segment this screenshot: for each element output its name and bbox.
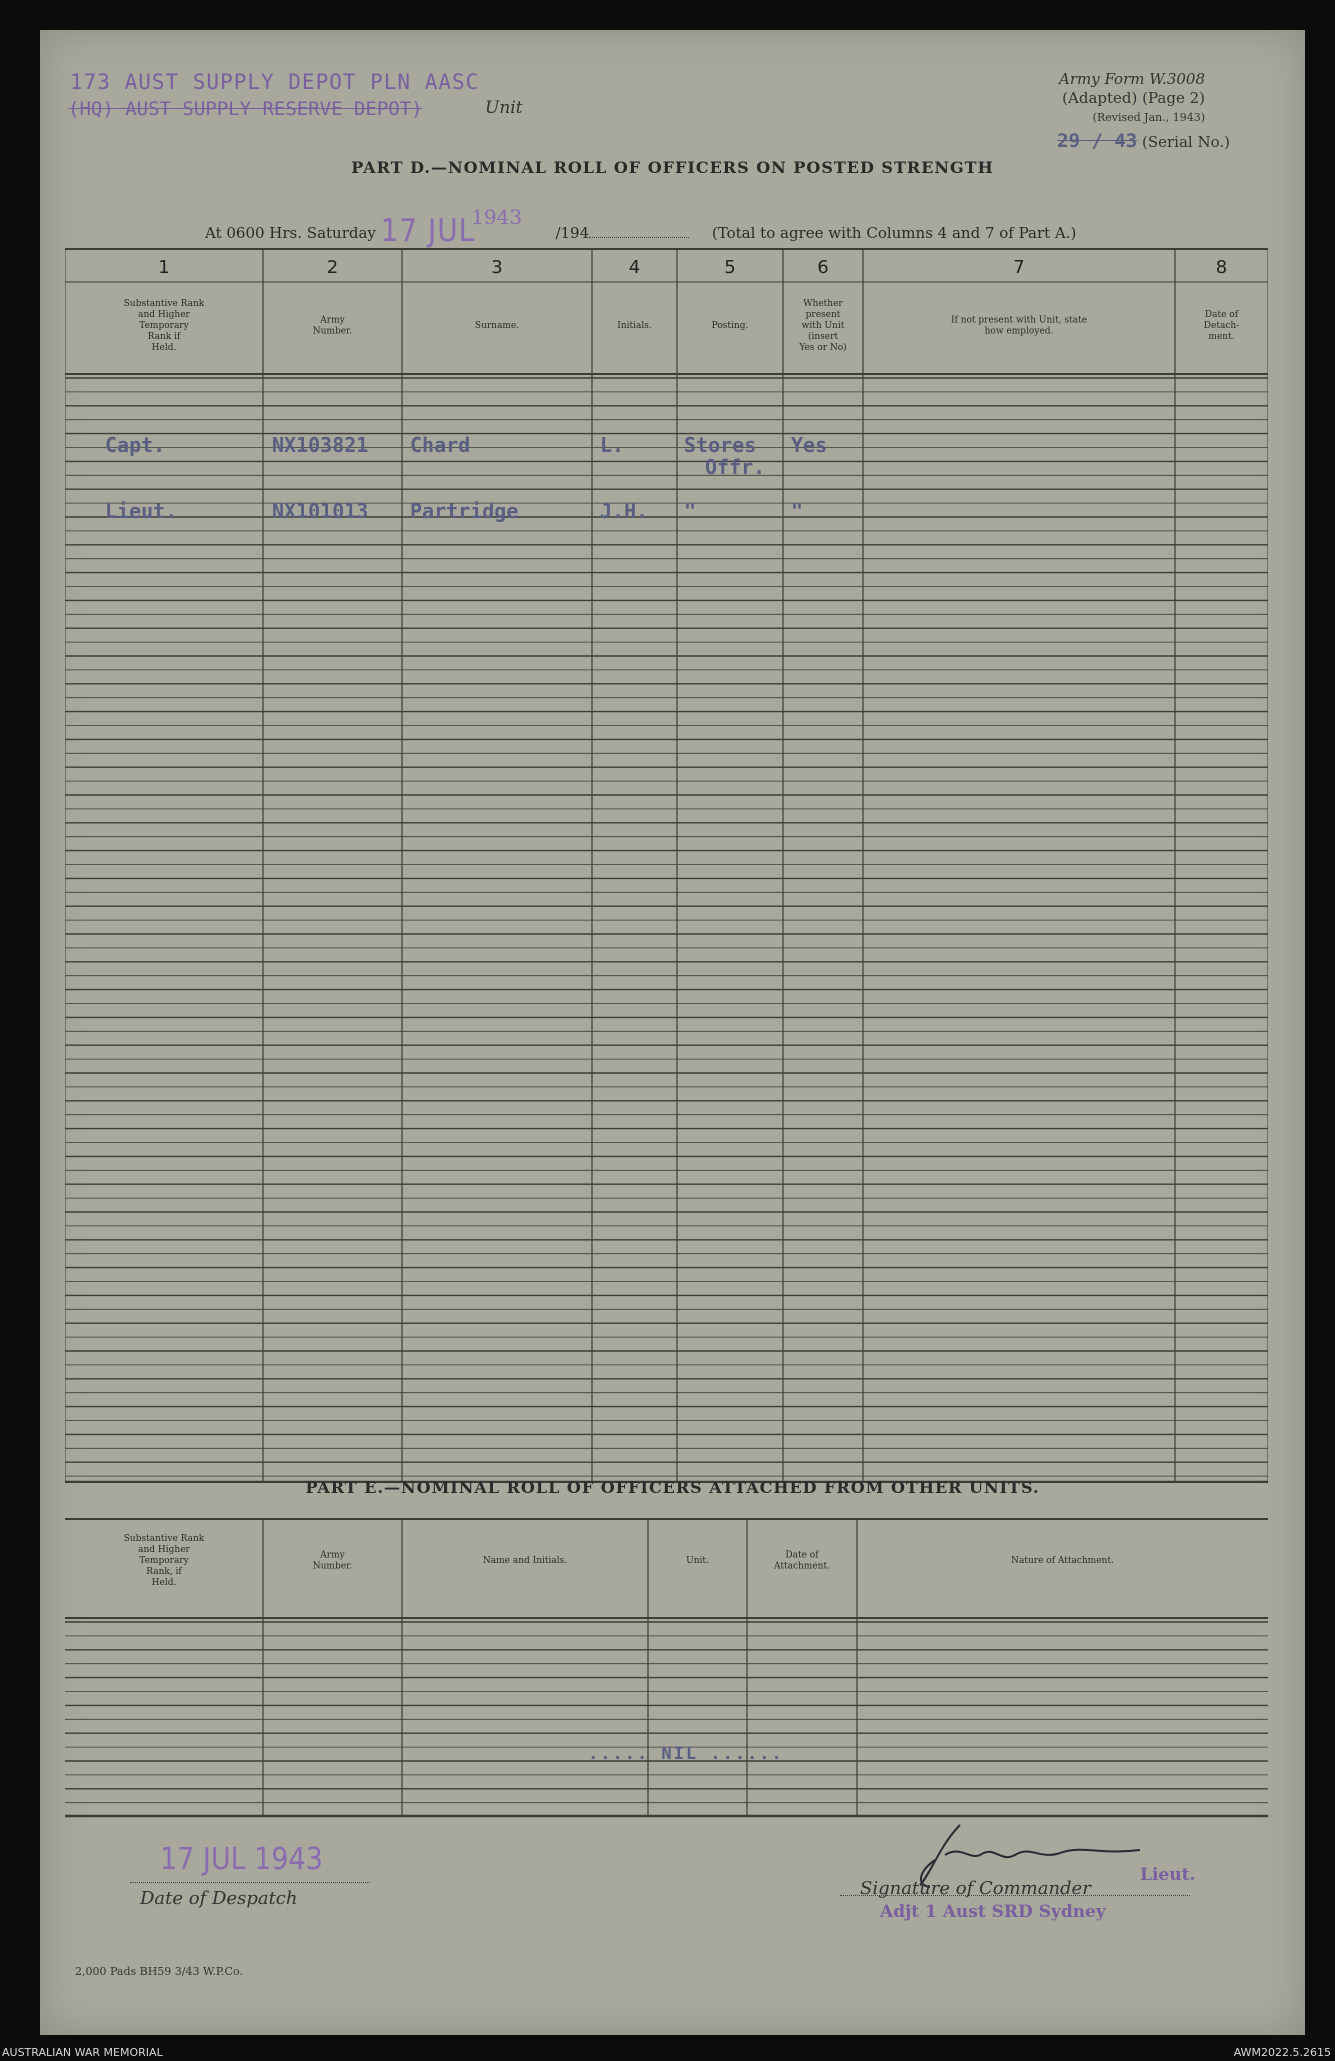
- column-number-5: 5: [724, 257, 736, 278]
- form-name: Army Form W.3008: [1059, 70, 1205, 88]
- part-d-grid: [65, 248, 1268, 1483]
- column-number-2: 2: [326, 257, 339, 278]
- part-e-column-header-2: Army: [320, 1550, 345, 1561]
- despatch-line: [130, 1882, 370, 1883]
- column-header-2: Number.: [312, 326, 353, 337]
- adjutant-stamp: Adjt 1 Aust SRD Sydney: [880, 1902, 1106, 1922]
- column-number-4: 4: [628, 257, 641, 278]
- unit-stamp-line-1: 173 AUST SUPPLY DEPOT PLN AASC: [70, 70, 480, 94]
- part-e-column-header-5: Date of: [785, 1550, 819, 1561]
- column-header-6: with Unit: [801, 321, 845, 331]
- part-e-column-header-6: Nature of Attachment.: [1011, 1556, 1114, 1566]
- archive-credit: AUSTRALIAN WAR MEMORIAL: [2, 2046, 163, 2059]
- year-printed: /194: [555, 224, 590, 242]
- unit-label: Unit: [485, 98, 523, 118]
- row-1-present-with-unit: Yes: [791, 433, 828, 457]
- column-header-6: Whether: [803, 299, 843, 309]
- row-1-army-number: NX103821: [272, 433, 369, 457]
- despatch-stamp: 17 JUL 1943: [160, 1842, 323, 1877]
- column-number-8: 8: [1215, 257, 1228, 278]
- column-header-8: Date of: [1204, 310, 1239, 320]
- row-1-surname: Chard: [410, 433, 471, 457]
- serial-value: 29 / 43: [1057, 130, 1138, 152]
- serial-number: [910, 130, 1230, 152]
- part-e-column-header-4: Unit.: [686, 1556, 709, 1566]
- column-header-7: how employed.: [984, 326, 1054, 337]
- part-d-title: PART D.—NOMINAL ROLL OF OFFICERS ON POSTED STRENGTH: [351, 158, 994, 177]
- signature-label: Signature of Commander: [860, 1878, 1091, 1899]
- form-revised: (Revised Jan., 1943): [1092, 111, 1205, 124]
- printer-note: 2,000 Pads BH59 3/43 W.P.Co.: [75, 1965, 243, 1978]
- row-1-rank: Capt.: [105, 433, 166, 457]
- rank-stamp: Lieut.: [1140, 1865, 1196, 1885]
- part-e-column-header-1: and Higher: [138, 1545, 190, 1555]
- total-note: (Total to agree with Columns 4 and 7 of Part A.): [711, 224, 1077, 242]
- column-header-2: Army: [320, 315, 345, 326]
- column-header-3: Surname.: [474, 321, 520, 331]
- part-e-grid: [65, 1518, 1268, 1818]
- unit-stamp-line-2: (HQ) AUST SUPPLY RESERVE DEPOT): [68, 98, 423, 120]
- part-e-column-header-1: Substantive Rank: [123, 1534, 205, 1544]
- column-header-1: Temporary: [139, 321, 189, 331]
- part-e-table: [65, 1518, 1268, 1818]
- column-number-3: 3: [491, 257, 503, 278]
- form-identifier: [945, 70, 1205, 127]
- row-1-posting: Stores: [684, 433, 757, 457]
- column-header-8: ment.: [1208, 332, 1235, 342]
- date-stamp: 17 JUL: [380, 213, 476, 249]
- part-e-title: PART E.—NOMINAL ROLL OF OFFICERS ATTACHED FROM OTHER UNITS.: [305, 1478, 1040, 1497]
- row-2-posting: ": [684, 499, 697, 523]
- row-2-rank: Lieut.: [105, 499, 178, 523]
- row-1-initials: L.: [600, 433, 625, 457]
- part-e-column-header-5: Attachment.: [774, 1561, 830, 1572]
- row-2-army-number: NX101013: [272, 499, 369, 523]
- column-number-1: 1: [158, 257, 170, 278]
- part-e-column-header-1: Held.: [151, 1578, 177, 1588]
- date-stamp-year: 1943: [471, 205, 523, 229]
- part-e-column-header-3: Name and Initials.: [482, 1556, 568, 1566]
- part-e-column-header-1: Rank, if: [146, 1567, 182, 1577]
- form-page: [40, 30, 1305, 2035]
- column-header-6: (insert: [807, 332, 839, 342]
- column-header-6: Yes or No): [799, 343, 847, 353]
- nil-entry: ..... NIL ......: [588, 1744, 784, 1764]
- despatch-label: Date of Despatch: [140, 1888, 298, 1909]
- column-header-1: and Higher: [138, 310, 190, 320]
- serial-label: (Serial No.): [1142, 133, 1230, 151]
- part-e-column-header-1: Temporary: [139, 1556, 189, 1566]
- at-prefix: At 0600 Hrs. Saturday: [205, 224, 376, 242]
- row-1-posting-line-2: Offr.: [705, 455, 766, 479]
- column-header-1: Substantive Rank: [123, 299, 205, 309]
- column-header-1: Rank if: [147, 332, 181, 342]
- date-line: [205, 205, 1076, 250]
- row-2-surname: Partridge: [410, 499, 519, 523]
- part-d-table: [65, 248, 1268, 1483]
- column-header-1: Held.: [151, 343, 177, 353]
- archive-reference: AWM2022.5.2615: [1233, 2046, 1331, 2059]
- column-header-8: Detach-: [1203, 321, 1240, 331]
- column-header-5: Posting.: [711, 321, 749, 331]
- form-adapted: (Adapted) (Page 2): [1062, 89, 1205, 107]
- row-2-initials: J.H.: [600, 499, 649, 523]
- column-header-6: present: [805, 310, 841, 320]
- column-header-7: If not present with Unit, state: [950, 315, 1088, 326]
- column-number-6: 6: [817, 257, 829, 278]
- row-2-present-with-unit: ": [791, 499, 804, 523]
- column-header-4: Initials.: [617, 321, 652, 331]
- part-e-column-header-2: Number.: [312, 1561, 353, 1572]
- column-number-7: 7: [1013, 257, 1025, 278]
